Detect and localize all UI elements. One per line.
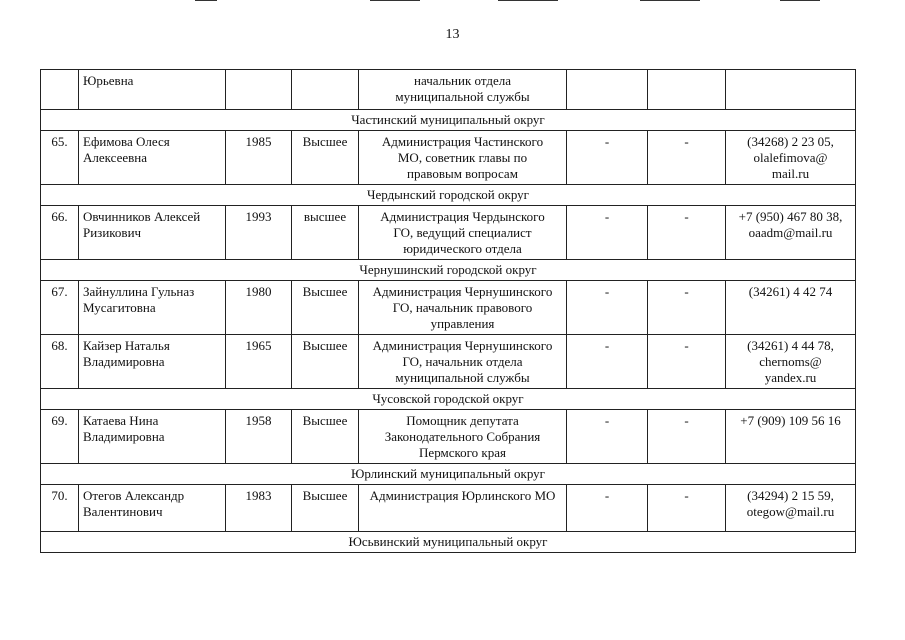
top-edge-mark — [640, 0, 700, 1]
education: высшее — [292, 206, 359, 260]
district-title: Чердынский городской округ — [41, 185, 856, 206]
district-section-row — [41, 185, 856, 206]
row-number: 70. — [41, 485, 79, 532]
person-name-line: Отегов Александр — [83, 488, 185, 503]
education: Высшее — [292, 485, 359, 532]
district-title: Чусовской городской округ — [41, 389, 856, 410]
person-name-line: Катаева Нина — [83, 413, 159, 428]
column-six: - — [567, 410, 648, 464]
column-six: - — [567, 206, 648, 260]
position — [359, 131, 567, 185]
position-line: правовым вопросам — [407, 166, 518, 181]
row-number: 65. — [41, 131, 79, 185]
person-name-line: Зайнуллина Гульназ — [83, 284, 195, 299]
person-name — [79, 335, 226, 389]
contact-line: yandex.ru — [764, 370, 817, 385]
contact — [726, 281, 856, 335]
table-row — [41, 410, 856, 464]
contact — [726, 335, 856, 389]
top-edge-mark — [195, 0, 217, 1]
position — [359, 70, 567, 110]
row-number: 69. — [41, 410, 79, 464]
contact-line: (34268) 2 23 05, — [747, 134, 834, 149]
person-name-line: Юрьевна — [83, 73, 134, 88]
contact-line: chernoms@ — [759, 354, 822, 369]
contact-line: (34261) 4 42 74 — [748, 284, 833, 299]
district-section-row — [41, 110, 856, 131]
district-title: Юсьвинский муниципальный округ — [41, 532, 856, 553]
birth-year: 1980 — [226, 281, 292, 335]
contact-line: +7 (950) 467 80 38, — [738, 209, 843, 224]
column-six — [567, 70, 648, 110]
position — [359, 410, 567, 464]
position-line: Пермского края — [419, 445, 506, 460]
education: Высшее — [292, 335, 359, 389]
district-section-row — [41, 260, 856, 281]
column-seven: - — [648, 410, 726, 464]
row-number: 67. — [41, 281, 79, 335]
column-seven: - — [648, 485, 726, 532]
person-name-line: Мусагитовна — [83, 300, 156, 315]
person-name-line: Валентинович — [83, 504, 163, 519]
education — [292, 70, 359, 110]
person-name-line: Владимировна — [83, 429, 165, 444]
table-row — [41, 281, 856, 335]
district-section-row — [41, 464, 856, 485]
position — [359, 281, 567, 335]
column-six: - — [567, 335, 648, 389]
position — [359, 206, 567, 260]
position-line: ГО, начальник отдела — [402, 354, 523, 369]
contact — [726, 70, 856, 110]
person-name — [79, 131, 226, 185]
contact — [726, 410, 856, 464]
person-name — [79, 485, 226, 532]
top-edge-mark — [370, 0, 420, 1]
position-line: Законодательного Собрания — [384, 429, 541, 444]
position-line: Администрация Юрлинского МО — [369, 488, 556, 503]
contact-line: mail.ru — [771, 166, 810, 181]
district-title: Чернушинский городской округ — [41, 260, 856, 281]
position-line: Администрация Чердынского — [380, 209, 545, 224]
contact-line: oaadm@mail.ru — [748, 225, 833, 240]
district-section-row — [41, 389, 856, 410]
contact-line: otegow@mail.ru — [746, 504, 835, 519]
person-name-line: Ризикович — [83, 225, 142, 240]
row-number: 66. — [41, 206, 79, 260]
birth-year: 1985 — [226, 131, 292, 185]
education: Высшее — [292, 410, 359, 464]
contact-line: olalefimova@ — [753, 150, 828, 165]
person-name-line: Алексеевна — [83, 150, 147, 165]
registry-table — [40, 69, 856, 553]
table-row — [41, 131, 856, 185]
district-title: Юрлинский муниципальный округ — [41, 464, 856, 485]
birth-year: 1965 — [226, 335, 292, 389]
district-title: Частинский муниципальный округ — [41, 110, 856, 131]
person-name — [79, 281, 226, 335]
contact — [726, 131, 856, 185]
person-name-line: Владимировна — [83, 354, 165, 369]
position-line: Администрация Чернушинского — [372, 338, 553, 353]
contact-line: (34261) 4 44 78, — [747, 338, 834, 353]
position-line: Администрация Чернушинского — [372, 284, 553, 299]
birth-year — [226, 70, 292, 110]
birth-year: 1993 — [226, 206, 292, 260]
column-six: - — [567, 281, 648, 335]
column-six: - — [567, 131, 648, 185]
row-number — [41, 70, 79, 110]
column-seven: - — [648, 131, 726, 185]
page-number: 13 — [445, 27, 460, 42]
position-line: управления — [430, 316, 495, 331]
top-edge-mark — [498, 0, 558, 1]
position-line: МО, советник главы по — [397, 150, 528, 165]
column-seven: - — [648, 335, 726, 389]
person-name-line: Кайзер Наталья — [83, 338, 170, 353]
contact — [726, 485, 856, 532]
position-line: юридического отдела — [403, 241, 522, 256]
person-name-line: Ефимова Олеся — [83, 134, 170, 149]
table-row — [41, 485, 856, 532]
education: Высшее — [292, 281, 359, 335]
position-line: муниципальной службы — [395, 370, 530, 385]
column-seven: - — [648, 206, 726, 260]
person-name-line: Овчинников Алексей — [83, 209, 201, 224]
table-row — [41, 335, 856, 389]
column-six: - — [567, 485, 648, 532]
position-line: начальник отдела — [413, 73, 511, 88]
district-section-row — [41, 532, 856, 553]
table-row — [41, 206, 856, 260]
position-line: муниципальной службы — [395, 89, 530, 104]
registry-table-body — [41, 70, 856, 553]
row-number: 68. — [41, 335, 79, 389]
contact — [726, 206, 856, 260]
column-seven: - — [648, 281, 726, 335]
table-row — [41, 70, 856, 110]
position-line: ГО, начальник правового — [392, 300, 533, 315]
position — [359, 485, 567, 532]
birth-year: 1958 — [226, 410, 292, 464]
birth-year: 1983 — [226, 485, 292, 532]
position-line: ГО, ведущий специалист — [393, 225, 532, 240]
person-name — [79, 70, 226, 110]
contact-line: +7 (909) 109 56 16 — [740, 413, 841, 428]
position — [359, 335, 567, 389]
person-name — [79, 206, 226, 260]
position-line: Помощник депутата — [406, 413, 519, 428]
top-edge-mark — [780, 0, 820, 1]
education: Высшее — [292, 131, 359, 185]
person-name — [79, 410, 226, 464]
position-line: Администрация Частинского — [381, 134, 544, 149]
contact-line: (34294) 2 15 59, — [747, 488, 834, 503]
column-seven — [648, 70, 726, 110]
